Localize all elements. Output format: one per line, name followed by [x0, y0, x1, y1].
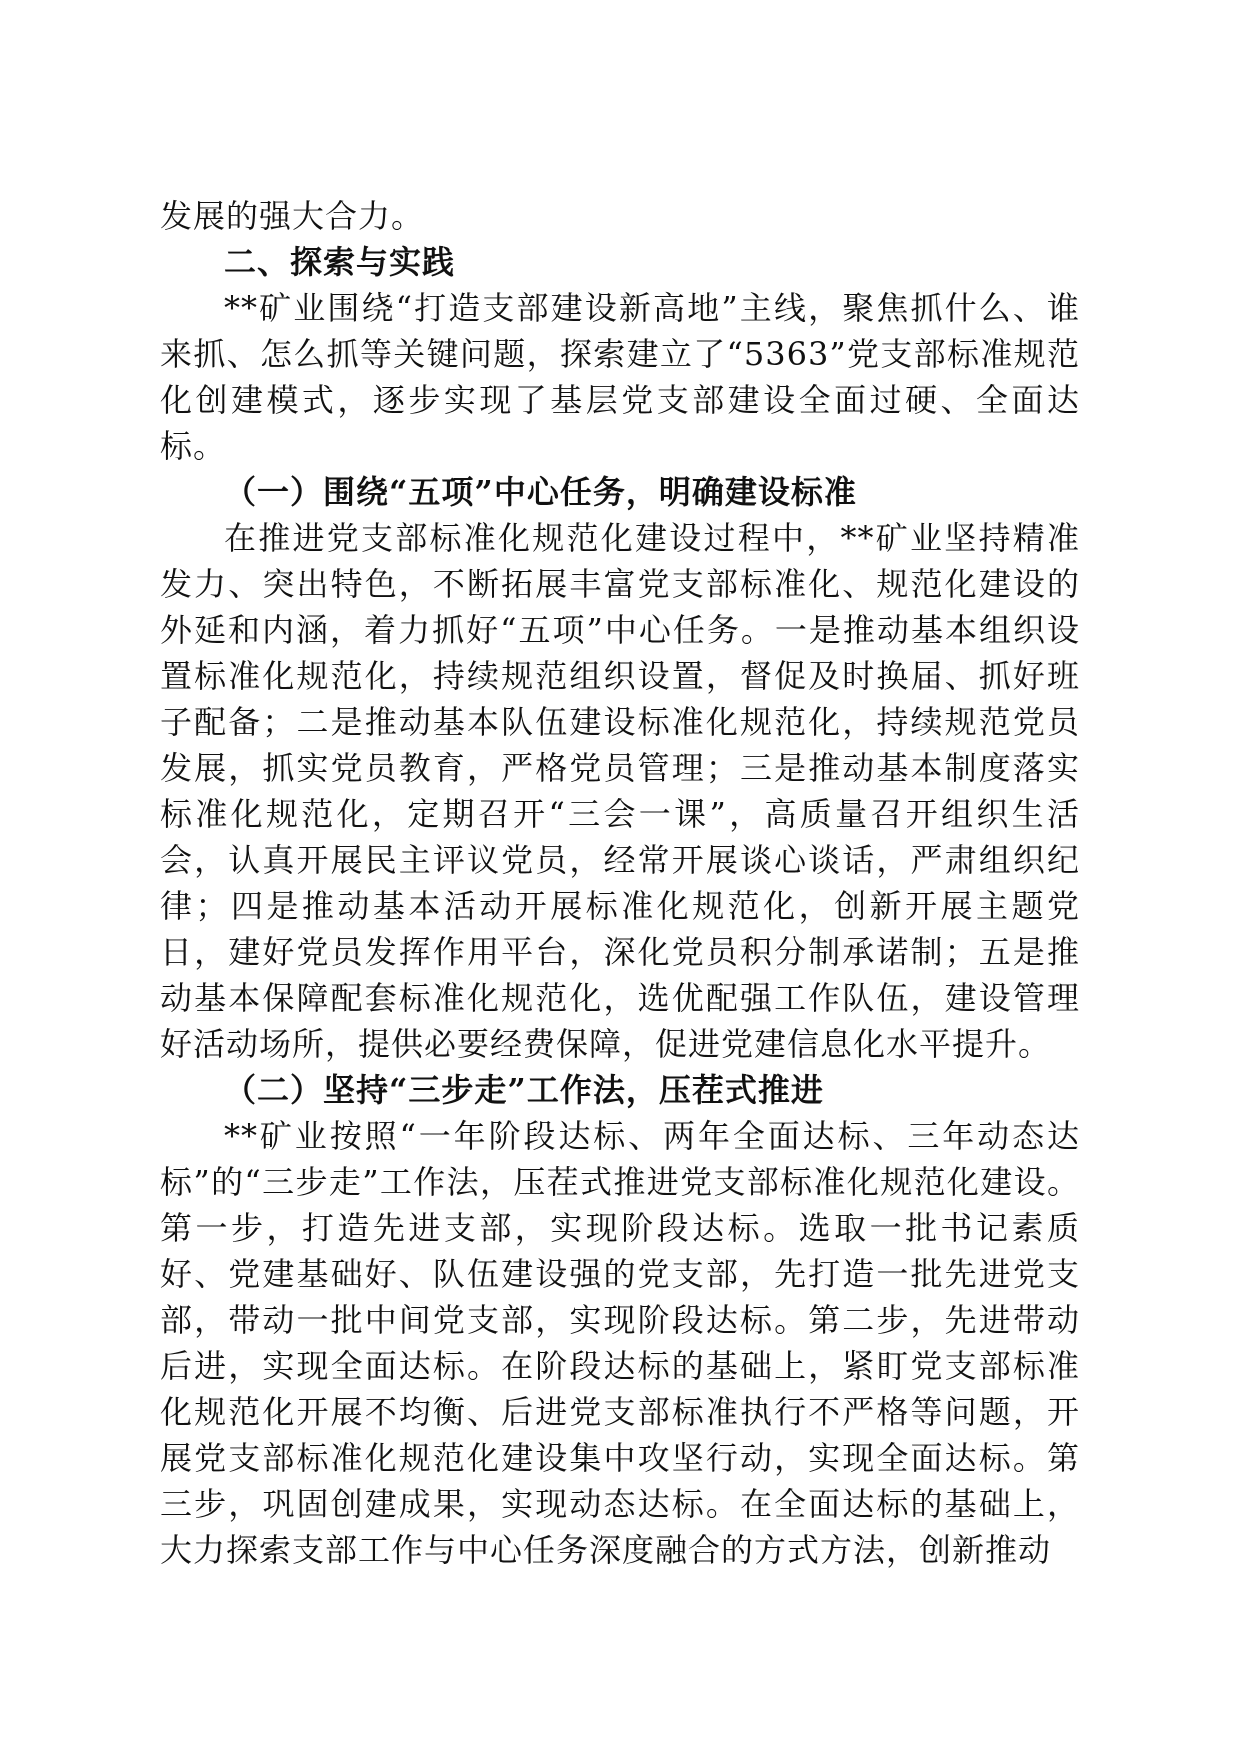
subheading-five-tasks: （一）围绕“五项”中心任务，明确建设标准: [224, 473, 857, 511]
subheading-three-steps: （二）坚持“三步走”工作法，压茬式推进: [224, 1071, 824, 1109]
document-body: [160, 193, 1080, 1573]
paragraph-continuation: 发展的强大合力。: [160, 197, 425, 235]
paragraph-three-steps: **矿业按照“一年阶段达标、两年全面达标、三年动态达标”的“三步走”工作法，压茬式推进党支部标准化规范化建设。第一步，打造先进支部，实现阶段达标。选取一批书记素质好、党建基础好、队伍建设强的党支部，先打造一批先进党支部，带动一批中间党支部，实现阶段达标。第二步，先进带动后进，实现全面达标。在阶段达标的基础上，紧盯党支部标准化规范化开展不均衡、后进党支部标准执行不严格等问题，开展党支部标准化规范化建设集中攻坚行动，实现全面达标。第三步，巩固创建成果，实现动态达标。在全面达标的基础上，大力探索支部工作与中心任务深度融合的方式方法，创新推动: [160, 1117, 1080, 1569]
paragraph-intro: **矿业围绕“打造支部建设新高地”主线，聚焦抓什么、谁来抓、怎么抓等关键问题，探索建立了“5363”党支部标准规范化创建模式，逐步实现了基层党支部建设全面过硬、全面达标。: [160, 289, 1080, 465]
section-heading: 二、探索与实践: [224, 243, 456, 281]
paragraph-five-tasks: 在推进党支部标准化规范化建设过程中，**矿业坚持精准发力、突出特色，不断拓展丰富党支部标准化、规范化建设的外延和内涵，着力抓好“五项”中心任务。一是推动基本组织设置标准化规范化，持续规范组织设置，督促及时换届、抓好班子配备；二是推动基本队伍建设标准化规范化，持续规范党员发展，抓实党员教育，严格党员管理；三是推动基本制度落实标准化规范化，定期召开“三会一课”，高质量召开组织生活会，认真开展民主评议党员，经常开展谈心谈话，严肃组织纪律；四是推动基本活动开展标准化规范化，创新开展主题党日，建好党员发挥作用平台，深化党员积分制承诺制；五是推动基本保障配套标准化规范化，选优配强工作队伍，建设管理好活动场所，提供必要经费保障，促进党建信息化水平提升。: [160, 519, 1080, 1063]
